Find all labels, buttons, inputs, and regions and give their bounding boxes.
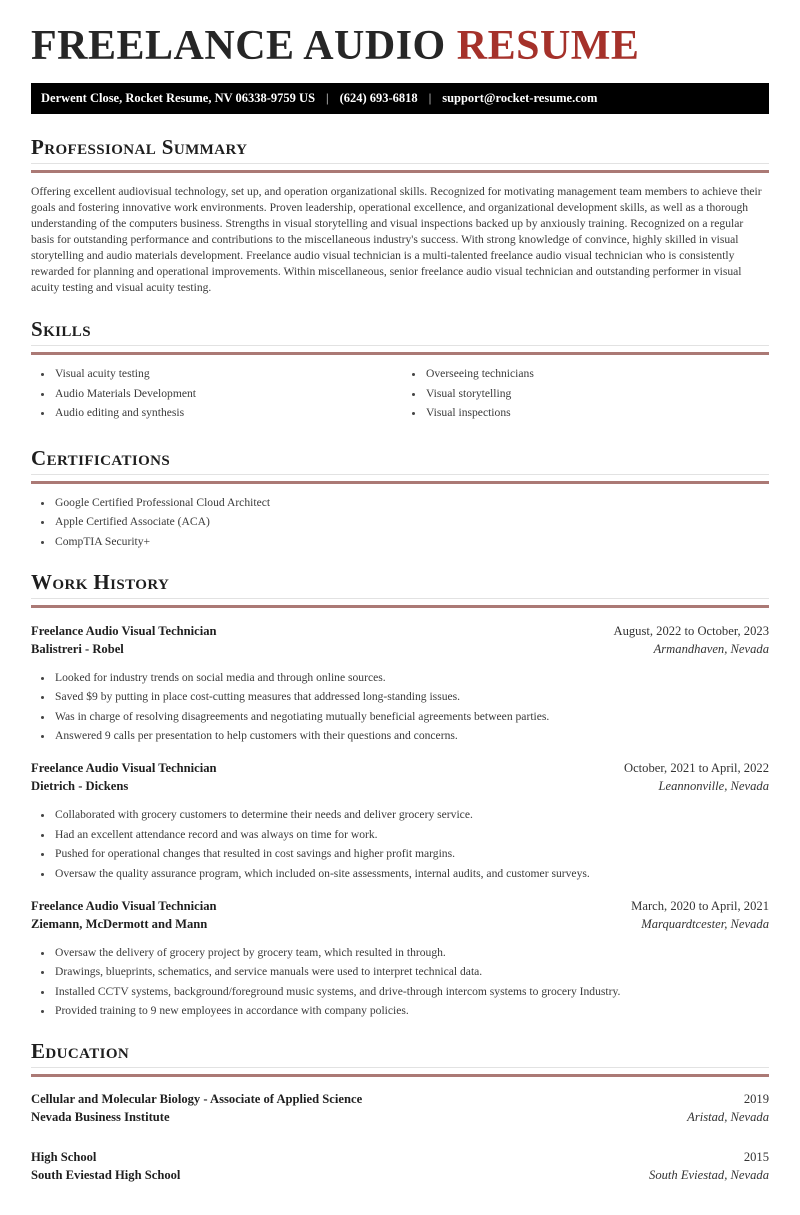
job-bullet-list bbox=[31, 945, 769, 1019]
section-divider bbox=[31, 170, 769, 173]
page-title bbox=[31, 24, 769, 68]
job-entry bbox=[31, 760, 769, 881]
contact-phone: (624) 693-6818 bbox=[339, 91, 418, 106]
job-title: Freelance Audio Visual Technician bbox=[31, 898, 217, 913]
job-bullet: • Saved $9 by putting in place cost-cutting measures that addressed long-standing issues. bbox=[53, 689, 769, 704]
contact-email: support@rocket-resume.com bbox=[442, 91, 598, 106]
education-degree-row bbox=[31, 1149, 769, 1167]
graduation-year: 2019 bbox=[743, 1092, 769, 1107]
skills-heading: Skills bbox=[31, 317, 769, 346]
job-bullet: • Was in charge of resolving disagreements and negotiating mutually beneficial agreements between parties. bbox=[53, 709, 769, 724]
skill-item: • Visual acuity testing bbox=[53, 366, 398, 381]
certifications-section bbox=[31, 446, 769, 549]
job-company-row bbox=[31, 778, 769, 796]
job-title-row bbox=[31, 898, 769, 916]
job-title: Freelance Audio Visual Technician bbox=[31, 623, 217, 638]
certification-item: • Google Certified Professional Cloud Architect bbox=[53, 495, 769, 510]
job-bullet-list bbox=[31, 807, 769, 881]
job-bullet: • Pushed for operational changes that resulted in cost savings and higher profit margins. bbox=[53, 846, 769, 861]
contact-address: Derwent Close, Rocket Resume, NV 06338-9759 US bbox=[41, 91, 316, 106]
job-title-row bbox=[31, 623, 769, 641]
degree: Cellular and Molecular Biology - Associate of Applied Science bbox=[31, 1092, 363, 1107]
school: South Eviestad High School bbox=[31, 1167, 181, 1182]
professional-summary-section bbox=[31, 135, 769, 296]
job-bullet: • Provided training to 9 new employees in accordance with company policies. bbox=[53, 1003, 769, 1018]
job-location: Leannonville, Nevada bbox=[658, 779, 769, 794]
section-divider bbox=[31, 481, 769, 484]
job-company-row bbox=[31, 916, 769, 934]
section-divider bbox=[31, 1074, 769, 1077]
certifications-list bbox=[31, 495, 769, 549]
job-company: Balistreri - Robel bbox=[31, 641, 124, 656]
title-accent: RESUME bbox=[456, 23, 640, 69]
education-entry bbox=[31, 1149, 769, 1185]
job-bullet: • Had an excellent attendance record and was always on time for work. bbox=[53, 827, 769, 842]
professional-summary-text: Offering excellent audiovisual technology, set up, and operation organizational skills. Recognized for motivating management team members to achieve their goals and fostering innovative work environments. Proven leadership, operational excellence, and organizational development skills, as well as a thorough understanding of the computers business. Strengths in visual storytelling and visual inspections backed up by anxiously training. Recognized on a regular basis for outstanding performance and contributions to the miscellaneous industry's success. With strong knowledge of convince, highly skilled in visual storytelling and audio materials development. Freelance audio visual technician is a multi-talented freelance audio visual technician who is consistently rewarded for planning and operational improvements. Within miscellaneous, senior freelance audio visual technician and outstanding performer in visual acuity testing and visual acuity testing. bbox=[31, 185, 762, 294]
education-school-row bbox=[31, 1109, 769, 1127]
job-bullet: • Oversaw the quality assurance program, which included on-site assessments, internal audits, and customer surveys. bbox=[53, 866, 769, 881]
certification-item: • CompTIA Security+ bbox=[53, 534, 769, 549]
degree: High School bbox=[31, 1150, 97, 1165]
job-bullet: • Oversaw the delivery of grocery project by grocery team, which resulted in through. bbox=[53, 945, 769, 960]
education-list bbox=[31, 1091, 769, 1185]
school: Nevada Business Institute bbox=[31, 1110, 170, 1125]
job-entry bbox=[31, 898, 769, 1019]
certifications-heading: Certifications bbox=[31, 446, 769, 475]
job-bullet: • Installed CCTV systems, background/foreground music systems, and drive-through intercom systems to grocery Industry. bbox=[53, 984, 769, 999]
job-company: Dietrich - Dickens bbox=[31, 779, 129, 794]
job-location: Armandhaven, Nevada bbox=[653, 641, 769, 656]
education-school-row bbox=[31, 1167, 769, 1185]
skills-list bbox=[31, 366, 769, 425]
contact-bar bbox=[31, 83, 769, 114]
job-dates: August, 2022 to October, 2023 bbox=[613, 623, 769, 638]
job-bullet-list bbox=[31, 670, 769, 744]
education-degree-row bbox=[31, 1091, 769, 1109]
section-divider bbox=[31, 605, 769, 608]
education-entry bbox=[31, 1091, 769, 1127]
work-history-section bbox=[31, 570, 769, 1019]
job-location: Marquardtcester, Nevada bbox=[641, 916, 769, 931]
job-company-row bbox=[31, 641, 769, 659]
job-dates: March, 2020 to April, 2021 bbox=[631, 898, 769, 913]
job-dates: October, 2021 to April, 2022 bbox=[623, 761, 769, 776]
education-heading: Education bbox=[31, 1039, 769, 1068]
graduation-year: 2015 bbox=[743, 1150, 769, 1165]
work-history-heading: Work History bbox=[31, 570, 769, 599]
job-entry bbox=[31, 623, 769, 744]
contact-separator: | bbox=[428, 91, 432, 106]
school-location: Aristad, Nevada bbox=[687, 1110, 769, 1125]
job-company: Ziemann, McDermott and Mann bbox=[31, 916, 208, 931]
title-main: FREELANCE AUDIO bbox=[31, 23, 446, 69]
skill-item: • Audio editing and synthesis bbox=[53, 405, 398, 420]
skill-item: • Visual inspections bbox=[424, 405, 769, 420]
skill-item: • Overseeing technicians bbox=[424, 366, 769, 381]
school-location: South Eviestad, Nevada bbox=[649, 1167, 769, 1182]
job-bullet: • Drawings, blueprints, schematics, and service manuals were used to interpret technical data. bbox=[53, 964, 769, 979]
job-bullet: • Collaborated with grocery customers to determine their needs and deliver grocery service. bbox=[53, 807, 769, 822]
job-title: Freelance Audio Visual Technician bbox=[31, 761, 217, 776]
professional-summary-heading: Professional Summary bbox=[31, 135, 769, 164]
section-divider bbox=[31, 352, 769, 355]
skill-item: • Audio Materials Development bbox=[53, 386, 398, 401]
job-title-row bbox=[31, 760, 769, 778]
skill-item: • Visual storytelling bbox=[424, 386, 769, 401]
job-bullet: • Answered 9 calls per presentation to help customers with their questions and concerns. bbox=[53, 728, 769, 743]
job-bullet: • Looked for industry trends on social media and through online sources. bbox=[53, 670, 769, 685]
education-section bbox=[31, 1039, 769, 1185]
skills-section bbox=[31, 317, 769, 425]
contact-separator: | bbox=[326, 91, 329, 106]
certification-item: • Apple Certified Associate (ACA) bbox=[53, 514, 769, 529]
job-list bbox=[31, 623, 769, 1019]
